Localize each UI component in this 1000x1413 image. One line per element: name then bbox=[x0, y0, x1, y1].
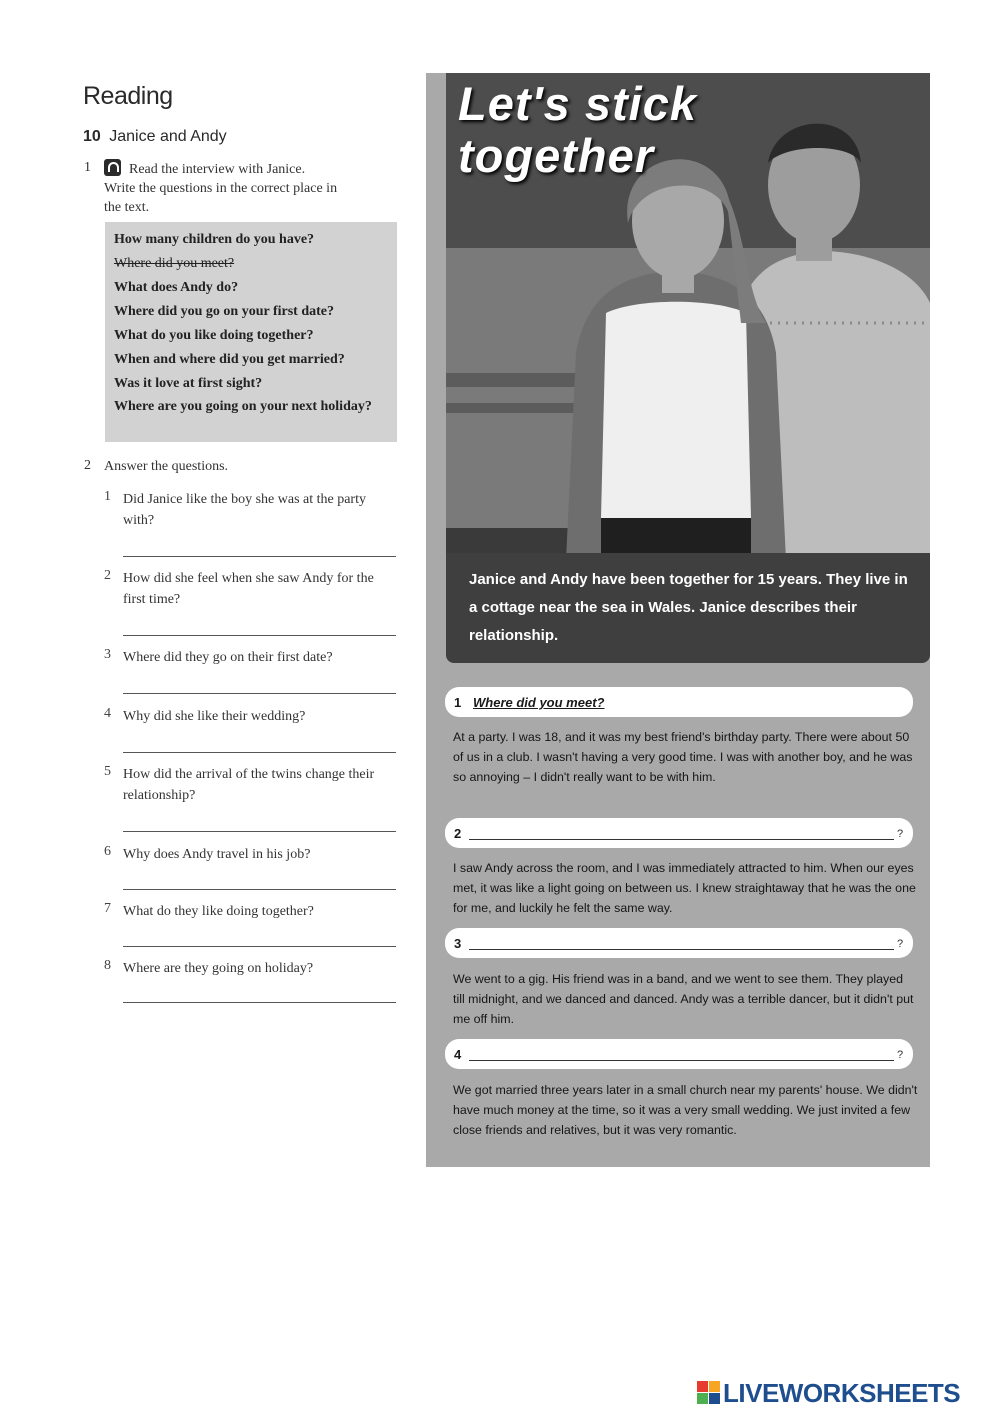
intro-text: Janice and Andy have been together for 15 years. They live in a cottage near the sea in Wales. Janice describes their relationship. bbox=[469, 571, 908, 644]
article-headline bbox=[458, 78, 697, 182]
question-slot-number: 1 bbox=[454, 695, 462, 710]
question-option: How many children do you have? bbox=[114, 232, 315, 247]
question-mark: ? bbox=[897, 938, 904, 950]
task2-number: 2 bbox=[84, 458, 91, 473]
question-number: 1 bbox=[104, 489, 111, 504]
question-text: Why does Andy travel in his job? bbox=[123, 847, 311, 862]
audio-headphones-icon[interactable] bbox=[104, 159, 121, 176]
question-slot-answer-line[interactable] bbox=[469, 949, 894, 950]
task1-instruction bbox=[104, 159, 404, 217]
question-slot-answer: Where did you meet? bbox=[473, 695, 605, 710]
article-paragraph-3: We went to a gig. His friend was in a band, and we went to see them. They played till midnight, and we danced and danced. Andy was a terrible dancer, but it didn't put me off him. bbox=[453, 972, 914, 1026]
question-slot-number: 2 bbox=[454, 826, 462, 841]
question-number: 7 bbox=[104, 901, 111, 916]
liveworksheets-logo-icon bbox=[697, 1381, 721, 1405]
question-option: What does Andy do? bbox=[114, 280, 239, 295]
answer-line-7[interactable] bbox=[123, 946, 396, 947]
task1-instruction-line3: the text. bbox=[104, 200, 150, 215]
answer-line-5[interactable] bbox=[123, 831, 396, 832]
question-number: 5 bbox=[104, 764, 111, 779]
question-text: What do they like doing together? bbox=[123, 904, 314, 919]
comprehension-question-3 bbox=[104, 647, 396, 695]
question-option: When and where did you get married? bbox=[114, 352, 345, 367]
question-text: Where did they go on their first date? bbox=[123, 650, 333, 665]
comprehension-question-7 bbox=[104, 901, 396, 949]
question-text: Why did she like their wedding? bbox=[123, 709, 306, 724]
question-slot-number: 3 bbox=[454, 936, 462, 951]
question-slot-answer-line[interactable] bbox=[469, 1060, 894, 1061]
exercise-title bbox=[83, 128, 227, 146]
answer-line-4[interactable] bbox=[123, 752, 396, 753]
answer-line-1[interactable] bbox=[123, 556, 396, 557]
article-paragraph-1: At a party. I was 18, and it was my best friend's birthday party. There were about 50 of us in a club. I wasn't having a very good time. I was with another boy, and he was so annoying – I didn't really want to be with him. bbox=[453, 730, 913, 784]
liveworksheets-wordmark: LIVEWORKSHEETS bbox=[723, 1378, 961, 1408]
question-text: How did she feel when she saw Andy for the first time? bbox=[123, 571, 374, 607]
question-slot-answer-line[interactable] bbox=[469, 839, 894, 840]
question-option: Where are you going on your next holiday? bbox=[114, 399, 372, 414]
question-number: 3 bbox=[104, 647, 111, 662]
question-box bbox=[105, 222, 397, 442]
article-paragraph-4: We got married three years later in a small church near my parents' house. We didn't have much money at the time, so it was a very small wedding. We just invited a few close friends and relatives, but it was very romantic. bbox=[453, 1083, 918, 1137]
question-option: What do you like doing together? bbox=[114, 328, 314, 343]
question-slot-4[interactable] bbox=[445, 1039, 913, 1069]
answer-line-3[interactable] bbox=[123, 693, 396, 694]
headline-line1: Let's stick bbox=[458, 77, 698, 130]
question-text: Did Janice like the boy she was at the party with? bbox=[123, 492, 366, 528]
comprehension-question-4 bbox=[104, 706, 396, 754]
task1-number: 1 bbox=[84, 160, 91, 175]
question-text: Where are they going on holiday? bbox=[123, 961, 314, 976]
article-paragraph-2: I saw Andy across the room, and I was immediately attracted to him. When our eyes met, it was like a light going on between us. I knew straightaway that he was the one for me, and luckily he felt the same way. bbox=[453, 861, 916, 915]
question-mark: ? bbox=[897, 1049, 904, 1061]
question-number: 8 bbox=[104, 958, 111, 973]
comprehension-question-6 bbox=[104, 844, 396, 892]
question-slot-2[interactable] bbox=[445, 818, 913, 848]
answer-line-6[interactable] bbox=[123, 889, 396, 890]
task1-instruction-line1: Read the interview with Janice. bbox=[129, 162, 306, 177]
question-slot-1[interactable] bbox=[445, 687, 913, 717]
question-number: 6 bbox=[104, 844, 111, 859]
question-number: 4 bbox=[104, 706, 111, 721]
exercise-number: 10 bbox=[83, 128, 101, 145]
headline-line2: together bbox=[458, 129, 654, 182]
question-slot-number: 4 bbox=[454, 1047, 462, 1062]
question-text: How did the arrival of the twins change their relationship? bbox=[123, 767, 375, 803]
exercise-title-text: Janice and Andy bbox=[109, 128, 227, 145]
comprehension-question-1 bbox=[104, 489, 396, 559]
answer-line-8[interactable] bbox=[123, 1002, 396, 1003]
question-option: Was it love at first sight? bbox=[114, 376, 263, 391]
task1-instruction-line2: Write the questions in the correct place in bbox=[104, 181, 338, 196]
question-option-crossed-out: Where did you meet? bbox=[114, 256, 235, 271]
answer-line-2[interactable] bbox=[123, 635, 396, 636]
task2-instruction: Answer the questions. bbox=[104, 459, 229, 474]
question-slot-3[interactable] bbox=[445, 928, 913, 958]
comprehension-question-5 bbox=[104, 764, 396, 834]
comprehension-question-2 bbox=[104, 568, 396, 638]
comprehension-question-8 bbox=[104, 958, 396, 1006]
question-number: 2 bbox=[104, 568, 111, 583]
question-mark: ? bbox=[897, 828, 904, 840]
section-heading: Reading bbox=[83, 82, 173, 110]
question-option: Where did you go on your first date? bbox=[114, 304, 334, 319]
